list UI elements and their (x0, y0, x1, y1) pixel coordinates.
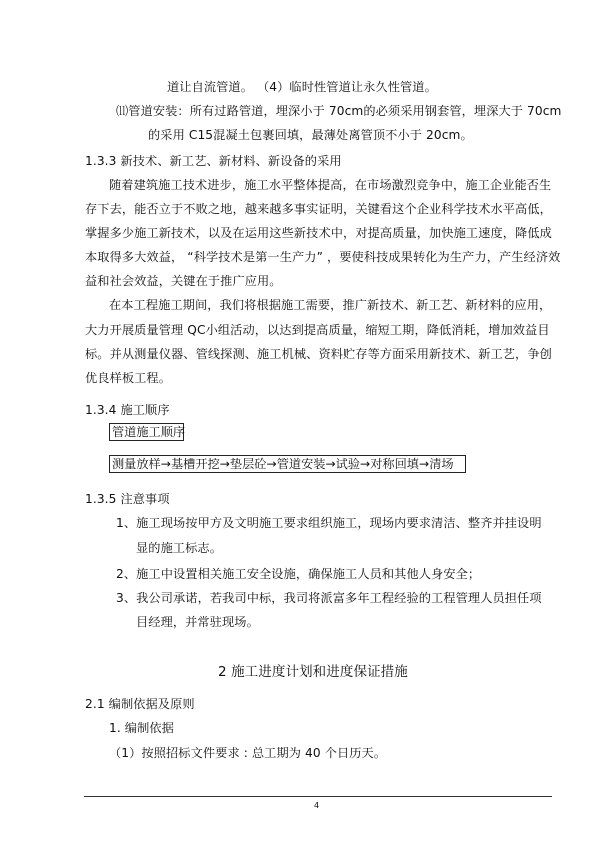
text-line: ⑾管道安装：所有过路管道，埋深小于 70cm的必须采用钢套管，埋深大于 70cm (116, 104, 562, 118)
paragraph-line: 本取得多大效益， “科学技术是第一生产力” ，要使科技成果转化为生产力，产生经济效 (85, 250, 561, 264)
section-heading-1-3-4: 1.3.4 施工顺序 (85, 403, 170, 417)
paragraph-line: 随着建筑施工技术进步，施工水平整体提高，在市场激烈竞争中，施工企业能否生 (109, 178, 552, 192)
paragraph-line: 在本工程施工期间，我们将根据施工需要，推广新技术、新工艺、新材料的应用， (109, 298, 552, 312)
sequence-title-box: 管道施工顺序 (109, 423, 184, 441)
paragraph-line: 益和社会效益，关键在于推广应用。 (85, 274, 282, 288)
chapter-heading: 2 施工进度计划和进度保证措施 (218, 664, 408, 680)
text-line: 道让自流管道。 （4）临时性管道让永久性管道。 (167, 80, 437, 94)
paragraph-line: 标。并从测量仪器、管线探测、施工机械、资料贮存等方面采用新技术、新工艺，争创 (85, 347, 552, 361)
paragraph-line: （1）按照招标文件要求 : 总工期为 40 个日历天。 (109, 746, 387, 760)
section-heading-1-3-3: 1.3.3 新技术、新工艺、新材料、新设备的采用 (85, 154, 342, 168)
paragraph-line: 优良样板工程。 (85, 371, 172, 385)
list-item: 3、我公司承诺，若我司中标，我司将派富多年工程经验的工程管理人员担任项 (116, 591, 542, 605)
list-item: 1、施工现场按甲方及文明施工要求组织施工，现场内要求清洁、整齐并挂设明 (116, 516, 542, 530)
list-item-continuation: 显的施工标志。 (136, 541, 223, 555)
section-heading-2-1: 2.1 编制依据及原则 (85, 697, 195, 711)
list-item-continuation: 目经理，并常驻现场。 (136, 615, 259, 629)
text-line: 的采用 C15混凝土包裹回填，最薄处离管顶不小于 20cm。 (148, 128, 473, 142)
paragraph-line: 大力开展质量管理 QC小组活动，以达到提高质量，缩短工期，降低消耗，增加效益目 (85, 323, 550, 337)
footer-divider (84, 796, 552, 797)
paragraph-line: 存下去，能否立于不败之地，越来越多事实证明，关键看这个企业科学技术水平高低， (85, 202, 552, 216)
sequence-flow-box: 测量放样→基槽开挖→垫层砼→管道安装→试验→对称回填→清场 (109, 455, 466, 473)
section-heading-1-3-5: 1.3.5 注意事项 (85, 492, 170, 506)
subsection-heading: 1. 编制依据 (109, 721, 174, 735)
list-item: 2、施工中设置相关施工安全设施，确保施工人员和其他人身安全； (116, 567, 481, 581)
paragraph-line: 掌握多少施工新技术，以及在运用这些新技术中，对提高质量，加快施工速度，降低成 (85, 226, 552, 240)
page-number: 4 (314, 801, 320, 810)
